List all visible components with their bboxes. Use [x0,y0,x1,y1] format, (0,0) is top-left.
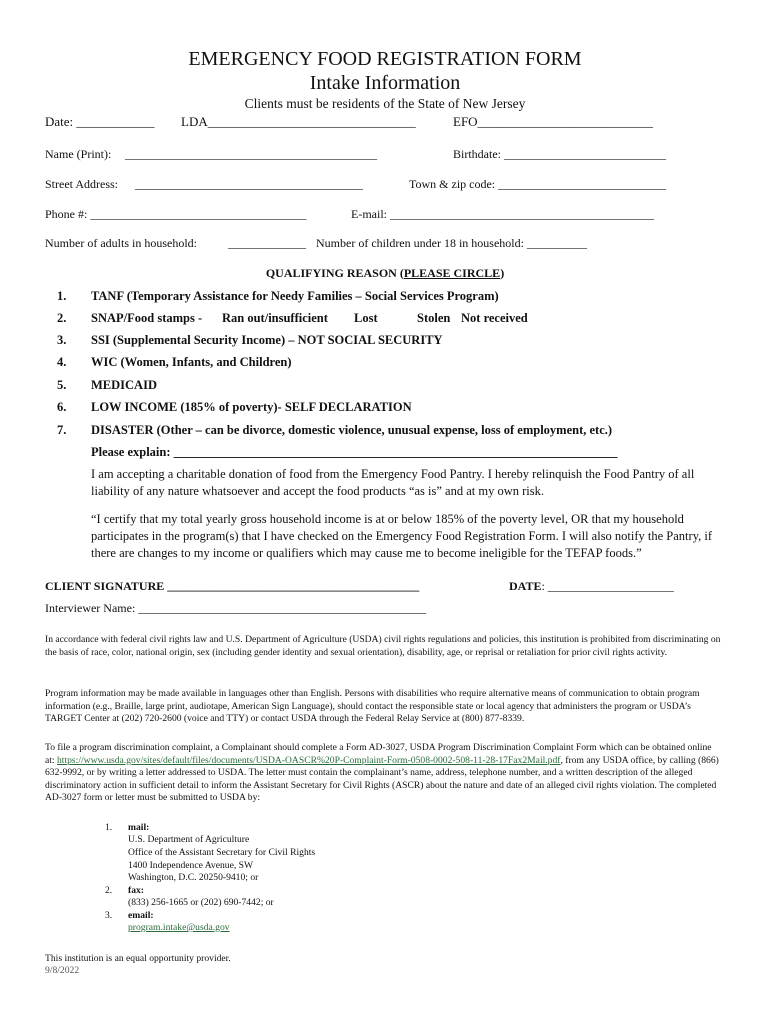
mail-address-line: 1400 Independence Avenue, SW [128,860,254,871]
snap-option-lost[interactable]: Lost [354,311,378,325]
mail-address-line: Washington, D.C. 20250-9410; or [128,872,259,883]
qualifying-heading [0,266,770,281]
fax-number: 2. [105,885,113,896]
name-field[interactable]: __________________________________________ [125,147,377,161]
signature-date-line: : _____________________ [541,579,674,593]
reason-ssi[interactable]: SSI (Supplemental Security Income) – NOT SOCIAL SECURITY [91,333,443,347]
phone-field[interactable]: Phone #: ____________________________________ [45,207,307,221]
client-signature-field[interactable]: CLIENT SIGNATURE __________________________________________ [45,579,420,593]
reason-snap[interactable]: SNAP/Food stamps - [91,311,203,325]
name-label: Name (Print): [45,147,112,161]
donation-statement: I am accepting a charitable donation of food from the Emergency Food Pantry. I hereby relinquish the Food Pantry of all liability of any nature whatsoever and accept the food products “as is” and at my own risk. [91,467,695,498]
mail-address-line: Office of the Assistant Secretary for Civil Rights [128,847,316,858]
usda-email-link[interactable]: program.intake@usda.gov [128,922,230,933]
complaint-statement [45,742,721,805]
reason-tanf[interactable]: TANF (Temporary Assistance for Needy Families – Social Services Program) [91,289,499,303]
civil-rights-statement: In accordance with federal civil rights law and U.S. Department of Agriculture (USDA) civil rights regulations and policies, this institution is prohibited from discriminating on the basis of race, color, national origin, sex (including gender identity and sexual orientation), disability, age, or reprisal or retaliation for prior civil rights activity. [45,634,721,658]
fax-label: fax: [128,885,144,896]
residency-note: Clients must be residents of the State of New Jersey [244,96,526,111]
street-label: Street Address: [45,177,118,191]
children-field[interactable]: Number of children under 18 in household: __________ [316,236,587,250]
program-info-statement: Program information may be made available in languages other than English. Persons with disabilities who require alternative means of communication to obtain program information (e.g., Braille, large print, audiotape, American Sign Language), should contact the responsible state or local agency that administers the program or USDA’s TARGET Center at (202) 720-2600 (voice and TTY) or contact USDA through the Federal Relay Service at (800) 877-8339. [45,688,700,725]
reason-number: 4. [57,355,67,369]
adults-label: Number of adults in household: [45,236,197,250]
lda-field[interactable]: LDA________________________________ [181,114,416,129]
reason-number: 7. [57,423,67,437]
adults-field[interactable]: _____________ [228,236,306,250]
signature-date-label: DATE [509,579,542,593]
income-certification: “I certify that my total yearly gross household income is at or below 185% of the poverty level, OR that my household participates in the program(s) that I have checked on the Emergency Food Registration Form. I will also notify the Pantry, if there are changes to my income or qualifiers which may cause me to become ineligible for the TEFAP foods.” [91,512,713,560]
snap-option-not-received[interactable]: Not received [461,311,528,325]
snap-option-stolen[interactable]: Stolen [417,311,451,325]
street-field[interactable]: ______________________________________ [135,177,363,191]
reason-number: 3. [57,333,67,347]
email-field[interactable]: E-mail: ____________________________________________ [351,207,654,221]
complaint-text-end: , from any USDA office, by calling (866) 632-9992, or by writing a letter addressed to USDA. The letter must contain the complainant’s name, address, telephone number, and a written description of the alleged discriminatory action in sufficient detail to inform the Assistant Secretary for Civil Rights (ASCR) about the nature and date of an alleged civil rights violation. The completed AD-3027 form or letter must be submitted to USDA by: [45,754,719,804]
mail-address-line: U.S. Department of Agriculture [128,834,250,845]
reason-number: 1. [57,289,67,303]
reason-number: 2. [57,311,67,325]
please-circle-text: PLEASE CIRCLE [403,266,501,280]
reason-low-income[interactable]: LOW INCOME (185% of poverty)- SELF DECLARATION [91,400,412,414]
fax-line: (833) 256-1665 or (202) 690-7442; or [128,897,274,908]
form-title: EMERGENCY FOOD REGISTRATION FORM [188,48,582,70]
mail-number: 1. [105,822,113,833]
interviewer-name-field[interactable]: Interviewer Name: ________________________________________________ [45,601,427,615]
town-zip-field[interactable]: Town & zip code: ____________________________ [409,177,667,191]
complaint-form-link[interactable]: https://www.usda.gov/sites/default/files/documents/USDA-OASCR%20P-Complaint-Form-0508-0002-508-11-28-17Fax2Mail.pdf [57,754,561,766]
reason-number: 6. [57,400,67,414]
equal-opportunity-statement: This institution is an equal opportunity provider. [45,953,231,964]
reason-medicaid[interactable]: MEDICAID [91,378,157,392]
reason-number: 5. [57,378,67,392]
date-field[interactable]: Date: ____________ [45,114,155,129]
email-label: email: [128,910,154,921]
revision-date: 9/8/2022 [45,965,80,976]
reason-disaster[interactable]: DISASTER (Other – can be divorce, domestic violence, unusual expense, loss of employment, etc.) [91,423,613,437]
email-number: 3. [105,910,113,921]
mail-label: mail: [128,822,150,833]
please-explain-field[interactable]: Please explain: _______________________________________________________________________ [91,445,618,459]
complaint-text-start: To file a program discrimination complaint, a Complainant should complete a Form AD-3027, USDA Program Discrimination Complaint Form which can be obtained online at: [45,742,712,766]
efo-field[interactable]: EFO___________________________ [453,114,654,129]
reason-wic[interactable]: WIC (Women, Infants, and Children) [91,355,292,369]
snap-option-ran-out[interactable]: Ran out/insufficient [222,311,328,325]
signature-date-field[interactable] [509,579,674,594]
form-subtitle: Intake Information [309,72,461,94]
birthdate-field[interactable]: Birthdate: ___________________________ [453,147,666,161]
qualifying-heading-suffix: ) [500,266,505,280]
qualifying-heading-prefix: QUALIFYING REASON ( [265,266,404,280]
